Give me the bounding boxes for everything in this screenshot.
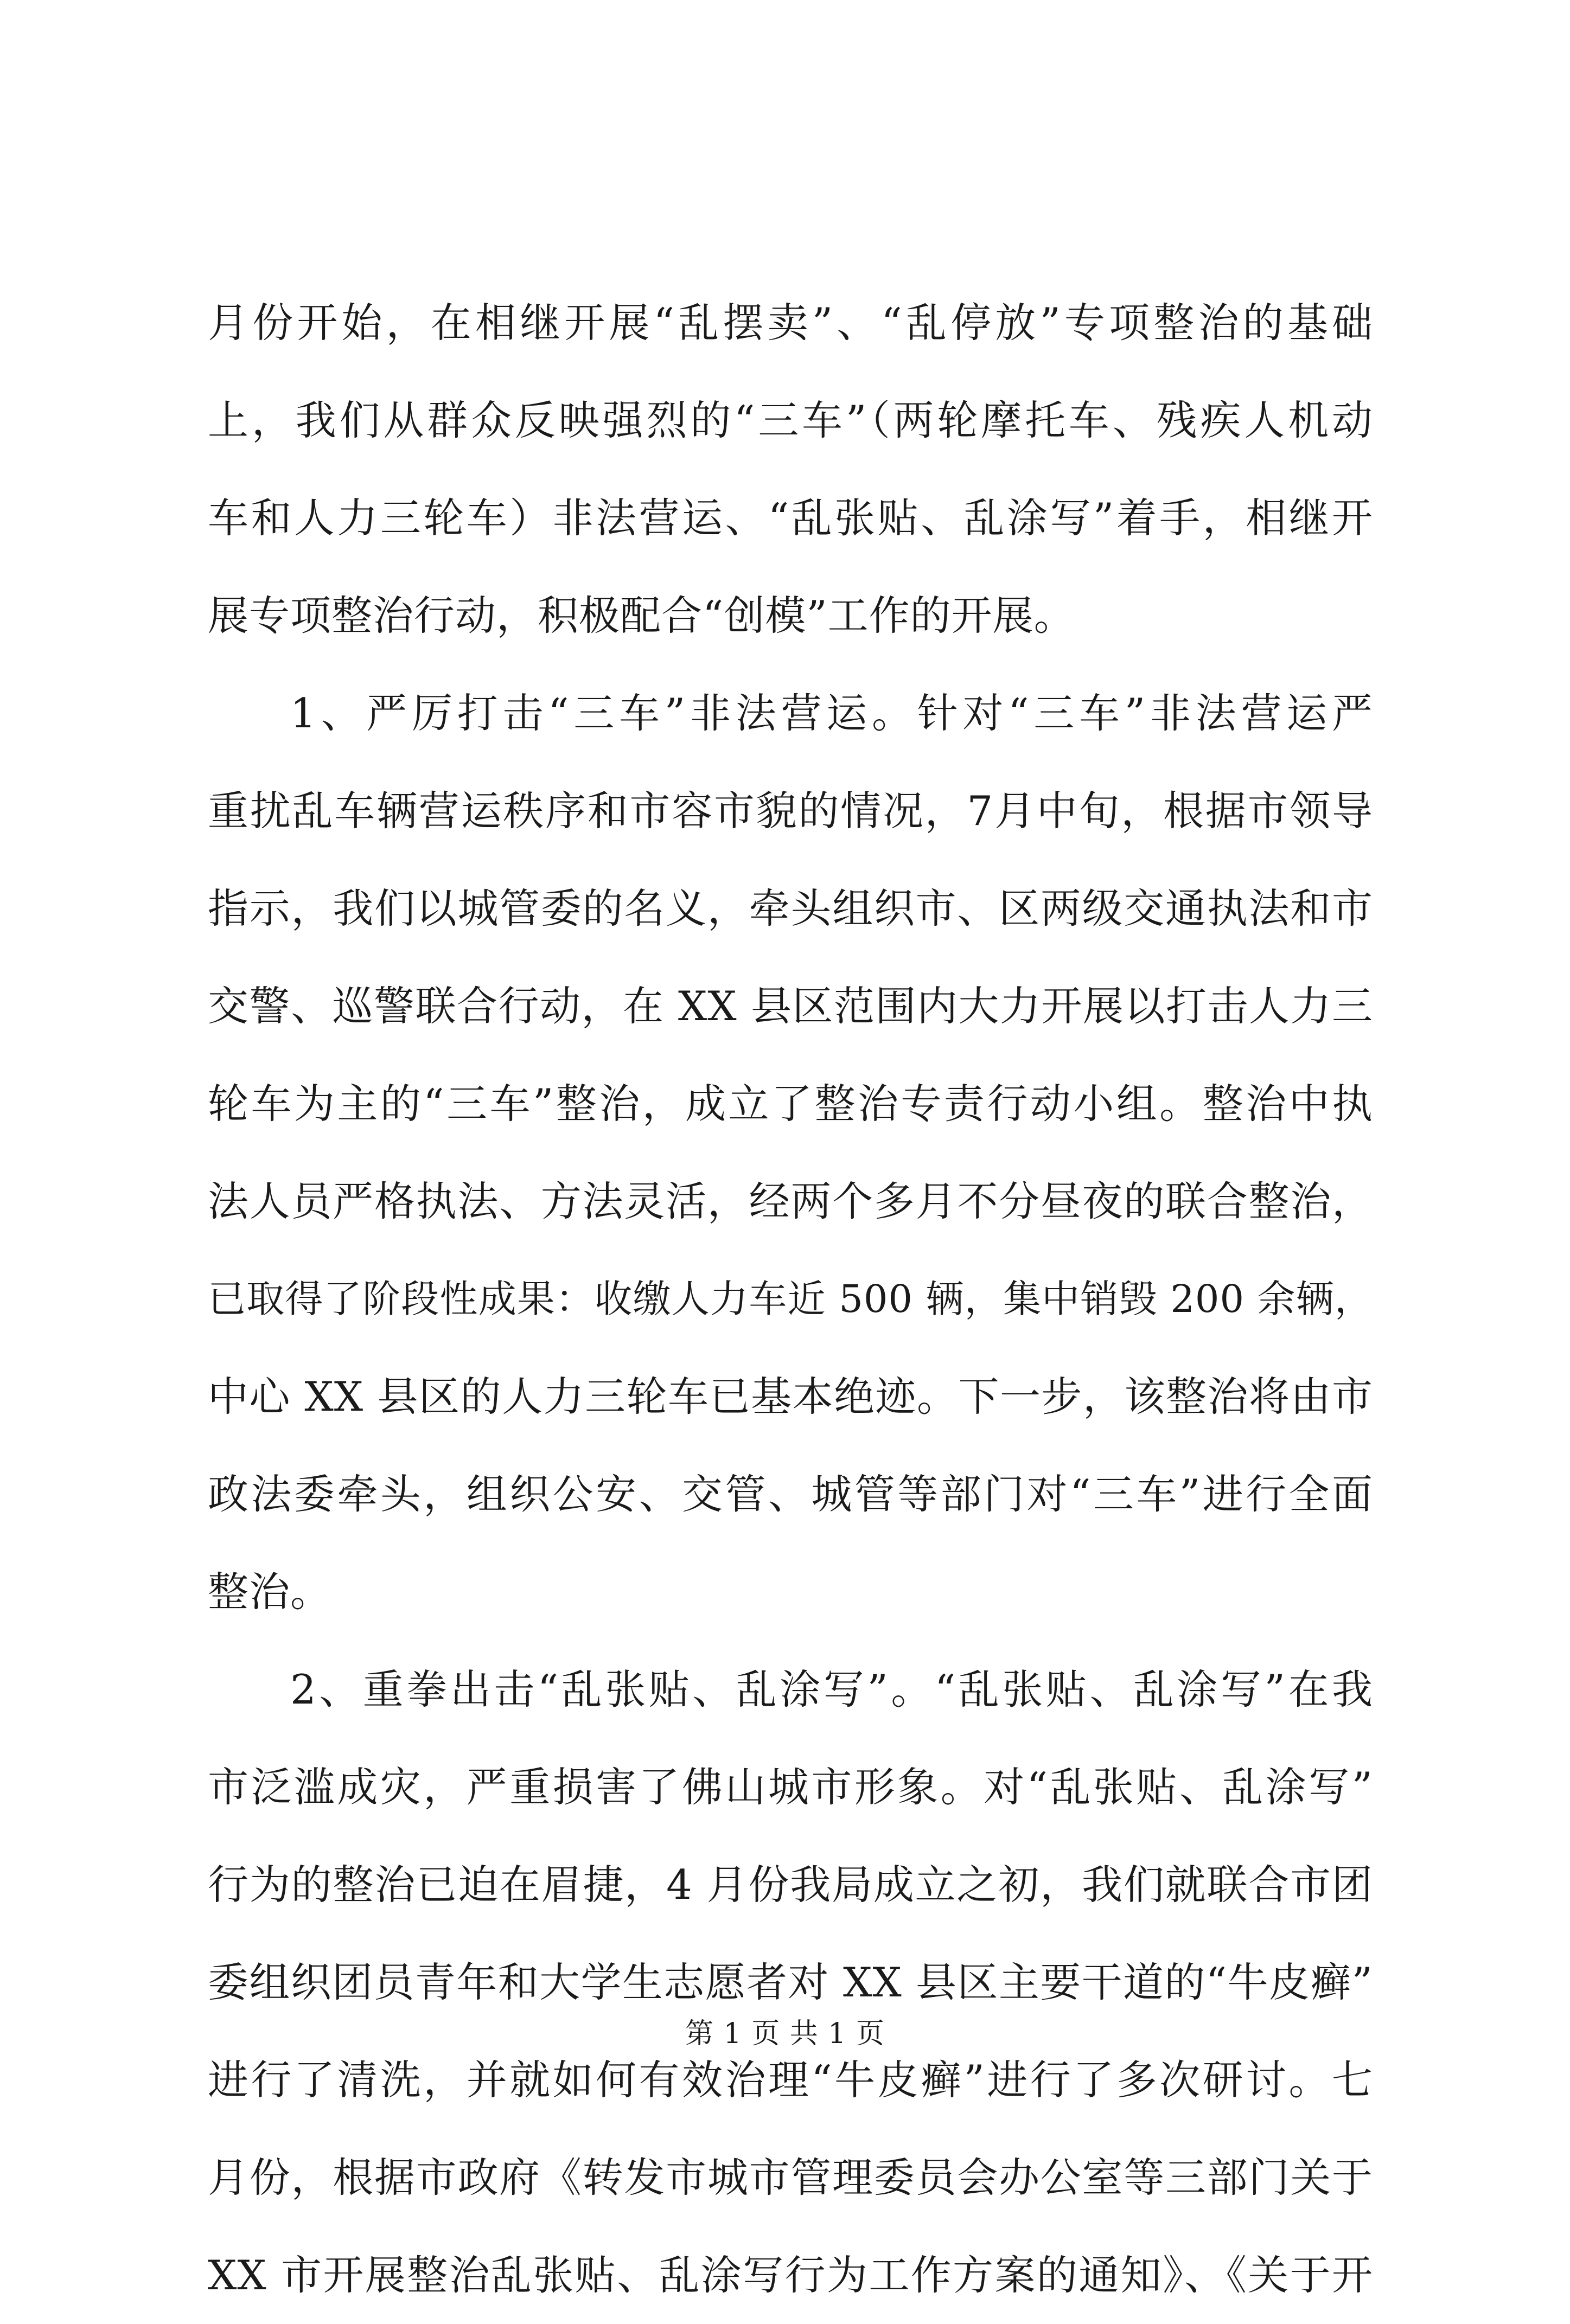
text-line: 2、重拳出击“乱张贴、乱涂写”。“乱张贴、乱涂写”在我 <box>290 1666 1373 1713</box>
text-line: 车和人力三轮车）非法营运、“乱张贴、乱涂写”着手，相继开 <box>208 494 1373 542</box>
page-footer: 第 1 页 共 1 页 <box>685 2018 885 2050</box>
text-line: 月份开始，在相继开展“乱摆卖”、“乱停放”专项整治的基础 <box>208 299 1373 347</box>
text-line: 整治。 <box>208 1568 332 1616</box>
text-line: 重扰乱车辆营运秩序和市容市貌的情况，7月中旬，根据市领导 <box>208 787 1373 835</box>
text-line: 1、严厉打击“三车”非法营运。针对“三车”非法营运严 <box>290 689 1373 737</box>
text-line: 政法委牵头，组织公安、交管、城管等部门对“三车”进行全面 <box>208 1470 1373 1518</box>
text-line: 轮车为主的“三车”整治，成立了整治专责行动小组。整治中执 <box>208 1080 1373 1128</box>
text-line: 进行了清洗，并就如何有效治理“牛皮癣”进行了多次研讨。七 <box>208 2056 1373 2104</box>
text-line: 法人员严格执法、方法灵活，经两个多月不分昼夜的联合整治， <box>208 1177 1373 1225</box>
text-line: 展专项整治行动，积极配合“创模”工作的开展。 <box>208 592 1075 639</box>
text-line: 行为的整治已迫在眉捷，4 月份我局成立之初，我们就联合市团 <box>208 1861 1373 1909</box>
text-line: 月份，根据市政府《转发市城市管理委员会办公室等三部门关于 <box>208 2154 1373 2201</box>
text-line: XX 市开展整治乱张贴、乱涂写行为工作方案的通知》、《关于开 <box>208 2251 1373 2299</box>
text-line: 指示，我们以城管委的名义，牵头组织市、区两级交通执法和市 <box>208 885 1373 932</box>
text-line: 已取得了阶段性成果：收缴人力车近 500 辆，集中销毁 200 余辆， <box>208 1277 1373 1321</box>
text-line: 委组织团员青年和大学生志愿者对 XX 县区主要干道的“牛皮癣” <box>208 1958 1373 2006</box>
text-line: 交警、巡警联合行动，在 XX 县区范围内大力开展以打击人力三 <box>208 982 1373 1030</box>
text-line: 中心 XX 县区的人力三轮车已基本绝迹。下一步，该整治将由市 <box>208 1373 1373 1420</box>
text-line: 市泛滥成灾，严重损害了佛山城市形象。对“乱张贴、乱涂写” <box>208 1763 1373 1811</box>
text-line: 上，我们从群众反映强烈的“三车”（两轮摩托车、残疾人机动 <box>208 396 1373 444</box>
